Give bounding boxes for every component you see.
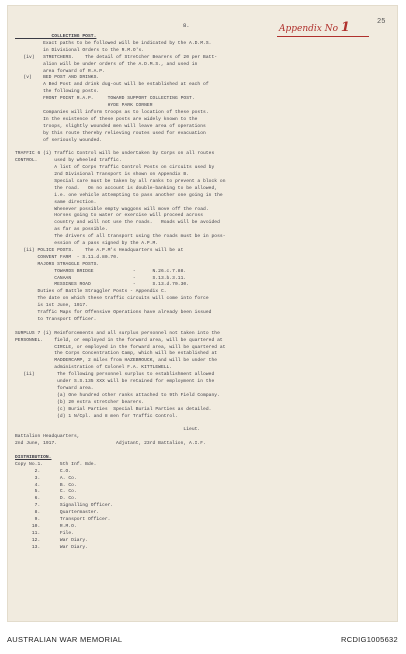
appendix-annotation xyxy=(279,21,363,35)
document-line: PERSONNEL. field, or employed in the forward area, will be quartered at xyxy=(15,337,223,343)
document-line: (ii) POLICE POSTS. The A.P.M's Headquarters will be at xyxy=(15,247,184,253)
archive-footer xyxy=(0,622,406,654)
document-line: CONTROL. used by wheeled traffic. xyxy=(15,158,122,164)
document-line: Battalion Headquarters, xyxy=(15,434,80,440)
document-line: area forward of R.A.P. xyxy=(15,68,105,74)
document-line: administration of Colonel F.A. KITTLEWELL. xyxy=(15,365,173,371)
document-line: forward area. xyxy=(15,385,94,391)
document-line: Special care must be taken by all ranks to prevent a block on xyxy=(15,178,226,184)
document-line: In the existence of these posts are widely known to the xyxy=(15,116,198,122)
appendix-underline xyxy=(277,36,369,37)
document-line: 10. R.M.O. xyxy=(15,523,77,529)
corner-page-number: 25 xyxy=(377,18,386,26)
document-line: same direction. xyxy=(15,199,97,205)
document-line: (ii) The following personnel surplus to establishment allowed xyxy=(15,372,215,378)
document-line: 4. B. Co. xyxy=(15,482,77,488)
document-line: FRONT POINT R.A.P. TOWARD SUPPORT COLLECTING POST. xyxy=(15,96,195,102)
document-line: 13. War Diary. xyxy=(15,544,88,550)
document-page xyxy=(7,5,398,622)
document-line: Whenever possible empty waggons will move off the road. xyxy=(15,206,209,212)
document-line: by this route thereby relieving routes used for evacuation xyxy=(15,130,206,136)
document-line: 2nd Divisional Transport is shown on Appendix B. xyxy=(15,172,190,177)
archive-name: AUSTRALIAN WAR MEMORIAL xyxy=(7,635,123,644)
document-line: Exact paths to be followed will be indicated by the A.D.M.S. xyxy=(15,40,212,46)
document-line: Duties of Battle Straggler Posts - Appendix C. xyxy=(15,289,167,295)
document-line: Companies will inform troops as to location of these posts. xyxy=(15,109,209,115)
document-line: MADDERCAMP, 2 miles from HAZEBROUCK, and will be under the xyxy=(15,358,218,364)
document-line: 9. Transport Officer. xyxy=(15,517,111,522)
document-line: COLLECTING POST. xyxy=(15,34,97,39)
document-line: the following posts. xyxy=(15,89,100,95)
document-line: (v) BED POST AND DRINKS. xyxy=(15,75,100,81)
document-line: troops, slightly wounded men will leave area of operations xyxy=(15,123,206,129)
document-line: (d) 1 N/Cpl. and 8 men for Traffic Control. xyxy=(15,413,178,419)
document-line: under S.S.135 XXX will be retained for employment in the xyxy=(15,379,215,384)
document-line: MESSINES ROAD - S.13.d.70.30. xyxy=(15,282,190,288)
document-line: The date on which these traffic circuits will come into force xyxy=(15,296,209,302)
document-line: 11. File. xyxy=(15,530,74,536)
document-line: CANAAN - S.13.b.3.11. xyxy=(15,275,187,281)
document-line: as far as possible. xyxy=(15,227,108,233)
document-line: Copy No.1. 5th Inf. Bde. xyxy=(15,461,97,467)
document-line: the road. On no account is double-banking to be allowed, xyxy=(15,185,218,191)
document-line: alion will be under orders of the A.D.M.S., and used in xyxy=(15,61,198,67)
document-line: TRAFFIC 6 (i) Traffic Control will be undertaken by Corps on all routes xyxy=(15,151,215,157)
document-line: The drivers of all transport using the roads must be in poss- xyxy=(15,234,226,240)
document-line: to Transport Officer. xyxy=(15,316,97,322)
document-line: 5. C. Co. xyxy=(15,489,77,495)
document-line: 12. War Diary. xyxy=(15,537,88,543)
document-line: HYDE PARK CORNER xyxy=(15,103,153,108)
document-line: Traffic Maps for Offensive Operations have already been issued xyxy=(15,310,212,315)
document-line: 6. D. Co. xyxy=(15,496,77,502)
document-line: ession of a pass signed by the A.P.M. xyxy=(15,241,159,246)
document-line: DISTRIBUTION. xyxy=(15,454,52,460)
document-line: (c) Burial Parties Special Burial Parties as detailed. xyxy=(15,406,212,412)
appendix-number: 1 xyxy=(340,20,350,35)
document-line: A Bed Post and drink dug-out will be established at each of xyxy=(15,82,209,88)
archive-id: RCDIG1005632 xyxy=(341,635,398,644)
document-line: A list of Corps Traffic Control Posts on circuits used by xyxy=(15,165,215,171)
document-line: Lieut. xyxy=(15,427,201,433)
document-line: SURPLUS 7 (i) Reinforcements and all surplus personnel not taken into the xyxy=(15,330,220,336)
document-line: is 1st June, 1917. xyxy=(15,303,88,309)
document-line: the Corps Concentration Camp, which will be established at xyxy=(15,351,218,357)
document-line: i.e. one vehicle attempting to pass another one going in the xyxy=(15,192,223,198)
document-line: in Divisional Orders to the R.M.O's. xyxy=(15,47,145,53)
document-line: Horses going to water or exercise will proceed across xyxy=(15,213,204,219)
document-line: CONVENT FARM - S.11.d.80.70. xyxy=(15,254,119,260)
appendix-label: Appendix No xyxy=(279,24,339,34)
document-line: of seriously wounded. xyxy=(15,137,103,143)
document-line: 2. C.O. xyxy=(15,468,72,474)
document-line: (a) One hundred other ranks attached to 9th Field Company. xyxy=(15,392,220,398)
page-number: 8. xyxy=(183,22,190,29)
document-line: 2nd June, 1917. Adjutant, 23rd Battalion, A.I.F. xyxy=(15,441,206,447)
document-line: 3. A. Co. xyxy=(15,475,77,481)
document-line: country and will not use the roads. Roads will be avoided xyxy=(15,220,220,226)
document-line: (iv) STRETCHERS. The detail of Stretcher Bearers of 20 per Batt- xyxy=(15,54,218,60)
document-line: (b) 20 extra stretcher bearers. xyxy=(15,399,145,405)
document-line: CIRCLE, or employed in the forward area, will be quartered at xyxy=(15,344,226,350)
document-line: MAJORS STRAGGLE POSTS. xyxy=(15,261,100,267)
document-line: 8. Quartermaster. xyxy=(15,510,100,516)
document-line: 7. Signalling Officer. xyxy=(15,503,114,509)
document-line: TOWARDS BRIDGE - N.26.c.7.88. xyxy=(15,268,187,274)
